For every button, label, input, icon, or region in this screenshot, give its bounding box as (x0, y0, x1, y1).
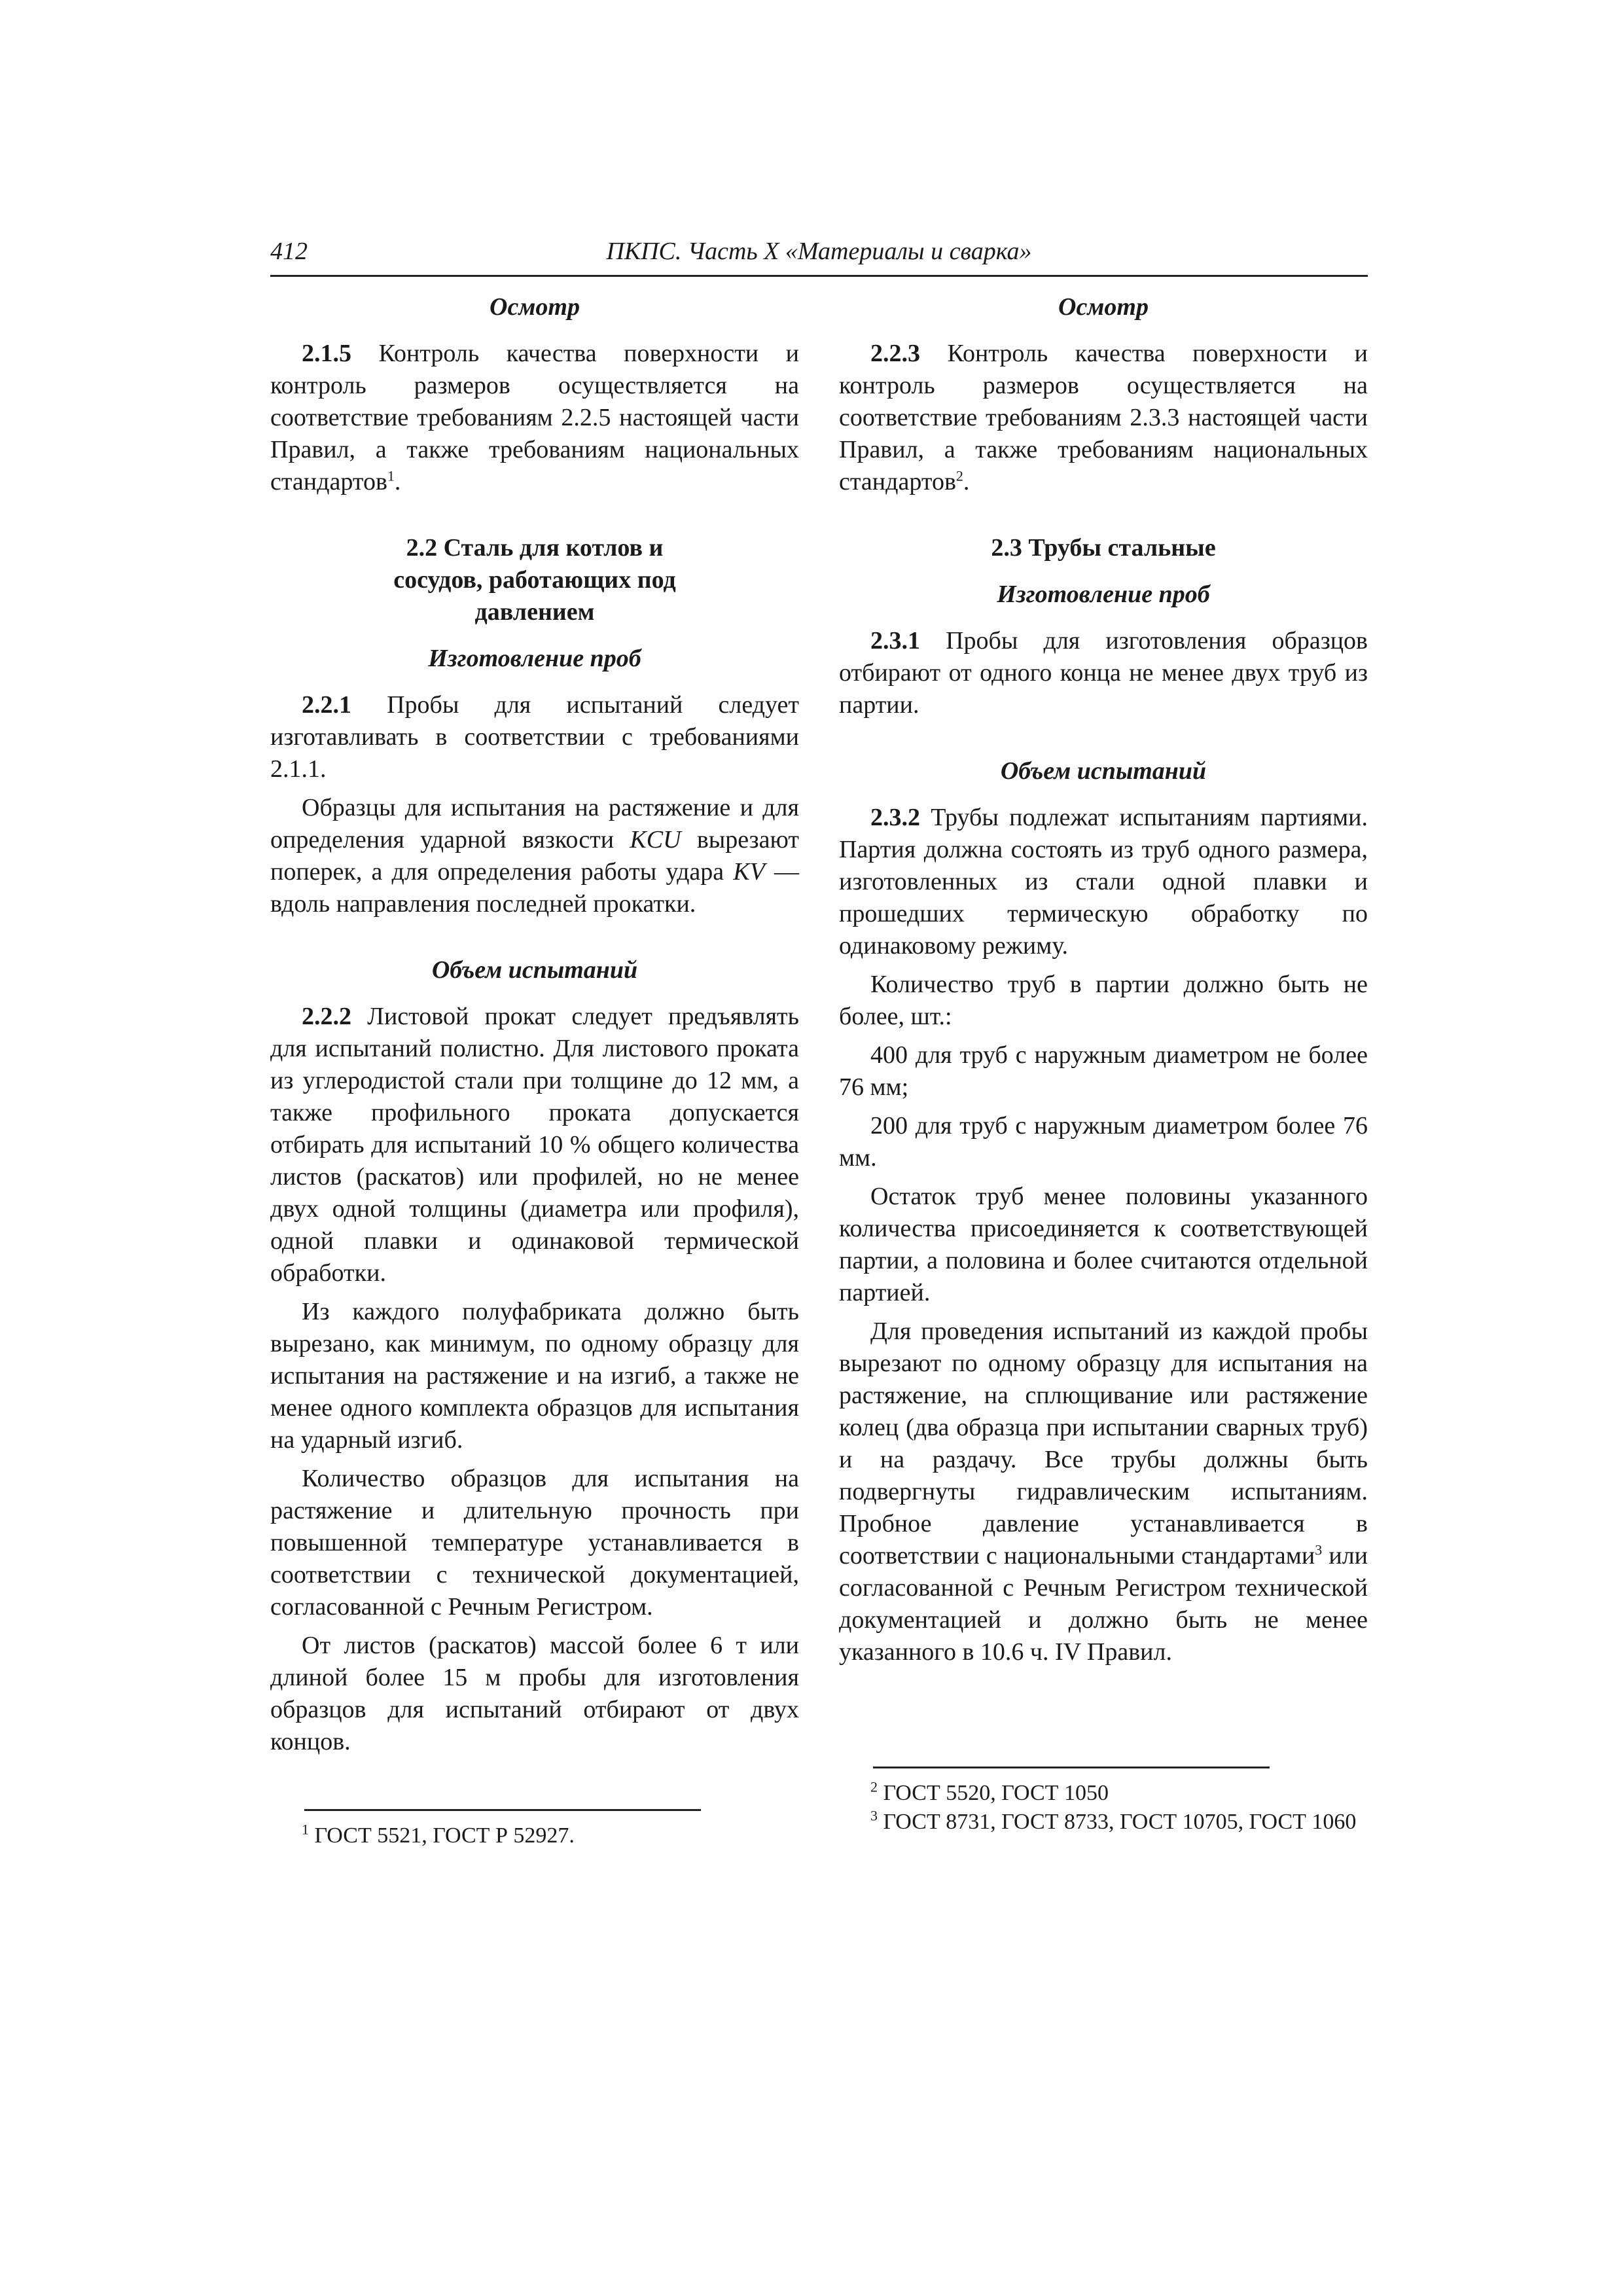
subheading-osmotr: Осмотр (490, 293, 580, 321)
page-header (270, 236, 1368, 277)
right-column (839, 291, 1368, 1837)
footnote-2: $^2$ ГОСТ 5520, ГОСТ 1050 (870, 1778, 1109, 1805)
footnote-ref-2: 2 (955, 467, 963, 484)
clause-number: 2.1.5 (302, 340, 351, 367)
paragraph-ostatok: Остаток труб менее половины указанного количества присоединяется к соответствующей партии, а половина и более считаются отдельной партией. (839, 1183, 1368, 1306)
footnote-divider (304, 1809, 701, 1811)
symbol-kv: KV (733, 858, 765, 886)
section-title-2-2: 2.2 Сталь для котлов и сосудов, работающих под давлением (393, 534, 676, 626)
subheading-obem: Объем испытаний (431, 956, 638, 984)
paragraph-2-1-5: 2.1.5 Контроль качества поверхности и контроль размеров осуществляется на соответствие требованиям 2.2.5 настоящей части Правил, а также требованиям национальных стандартов$^1$. (270, 340, 799, 495)
paragraph-2-2-3: 2.2.3 Контроль качества поверхности и контроль размеров осуществляется на соответствие требованиям 2.3.3 настоящей части Правил, а также требованиям национальных стандартов$^2$. (839, 340, 1368, 495)
footnote-divider (873, 1767, 1270, 1768)
paragraph-ot-listov: От листов (раскатов) массой более 6 т или длиной более 15 м пробы для изготовления образцов для испытаний отбирают от двух концов. (270, 1632, 799, 1755)
clause-number: 2.2.3 (870, 340, 920, 367)
subheading-izgotovlenie: Изготовление проб (428, 645, 641, 672)
paragraph-2-2-2: 2.2.2 Листовой прокат следует предъявлять для испытаний полистно. Для листового проката из углеродистой стали при толщине до 12 мм, а также профильного проката допускается отбирать для испытаний 10 % общего количества листов (раскатов) или профилей, но не менее двух одной толщины (диаметра или профиля), одной плавки и одинаковой термической обработки. (270, 1003, 799, 1287)
paragraph-obrazcy: Образцы для испытания на растяжение и для определения ударной вязкости KCU вырезают поперек, а для определения работы удара KV — вдоль направления последней прокатки. (270, 794, 800, 918)
clause-number: 2.2.2 (302, 1003, 351, 1030)
subheading-izgotovlenie: Изготовление проб (997, 581, 1210, 608)
running-title: ПКПС. Часть X «Материалы и сварка» (606, 238, 1032, 265)
paragraph-kolichestvo: Количество образцов для испытания на растяжение и длительную прочность при повышенной температуре устанавливается в соответствии с технической документацией, согласованной с Речным Регистром. (270, 1465, 799, 1621)
left-column (270, 291, 799, 1850)
clause-number: 2.3.2 (870, 804, 920, 831)
footnote-ref-1: 1 (387, 467, 395, 484)
paragraph-2-3-1: 2.3.1 Пробы для изготовления образцов отбирают от одного конца не менее двух труб из партии. (839, 627, 1368, 719)
paragraph-kol-trub: Количество труб в партии должно быть не более, шт.: (839, 971, 1368, 1030)
footnote-ref-3: 3 (1315, 1541, 1323, 1558)
section-title-2-3: 2.3 Трубы стальные (991, 534, 1216, 562)
symbol-kcu: KCU (630, 826, 681, 853)
subheading-osmotr: Осмотр (1058, 293, 1149, 321)
clause-number: 2.3.1 (870, 627, 920, 655)
paragraph-200: 200 для труб с наружным диаметром более 76 мм. (839, 1112, 1368, 1172)
paragraph-400: 400 для труб с наружным диаметром не более 76 мм; (839, 1041, 1368, 1101)
paragraph-2-3-2: 2.3.2 Трубы подлежат испытаниям партиями. Партия должна состоять из труб одного размера, изготовленных из стали одной плавки и прошедших термическую обработку по одинаковому режиму. (839, 804, 1368, 960)
footnote-3: $^3$ ГОСТ 8731, ГОСТ 8733, ГОСТ 10705, ГОСТ 1060 (870, 1807, 1357, 1834)
footnote-1: $^1$ ГОСТ 5521, ГОСТ Р 52927. (302, 1821, 575, 1848)
clause-number: 2.2.1 (302, 691, 351, 719)
paragraph-2-2-1: 2.2.1 Пробы для испытаний следует изготавливать в соответствии с требованиями 2.1.1. (270, 691, 799, 783)
paragraph-iz-kazhdogo: Из каждого полуфабриката должно быть вырезано, как минимум, по одному образцу для испытания на растяжение и на изгиб, а также не менее одного комплекта образцов для испытания на ударный изгиб. (270, 1298, 799, 1454)
page-number: 412 (270, 238, 308, 265)
subheading-obem: Объем испытаний (1000, 757, 1207, 785)
paragraph-dlya-provedeniya: Для проведения испытаний из каждой пробы вырезают по одному образцу для испытания на растяжение, на сплющивание или растяжение колец (два образца при испытании сварных труб) и на раздачу. Все трубы должны быть подвергнуты гидравлическим испытаниям. Пробное давление устанавливается в соответствии с национальными стандартами$^3$ или согласованной с Речным Регистром технической документацией и должно быть не менее указанного в 10.6 ч. IV Правил. (839, 1318, 1368, 1666)
